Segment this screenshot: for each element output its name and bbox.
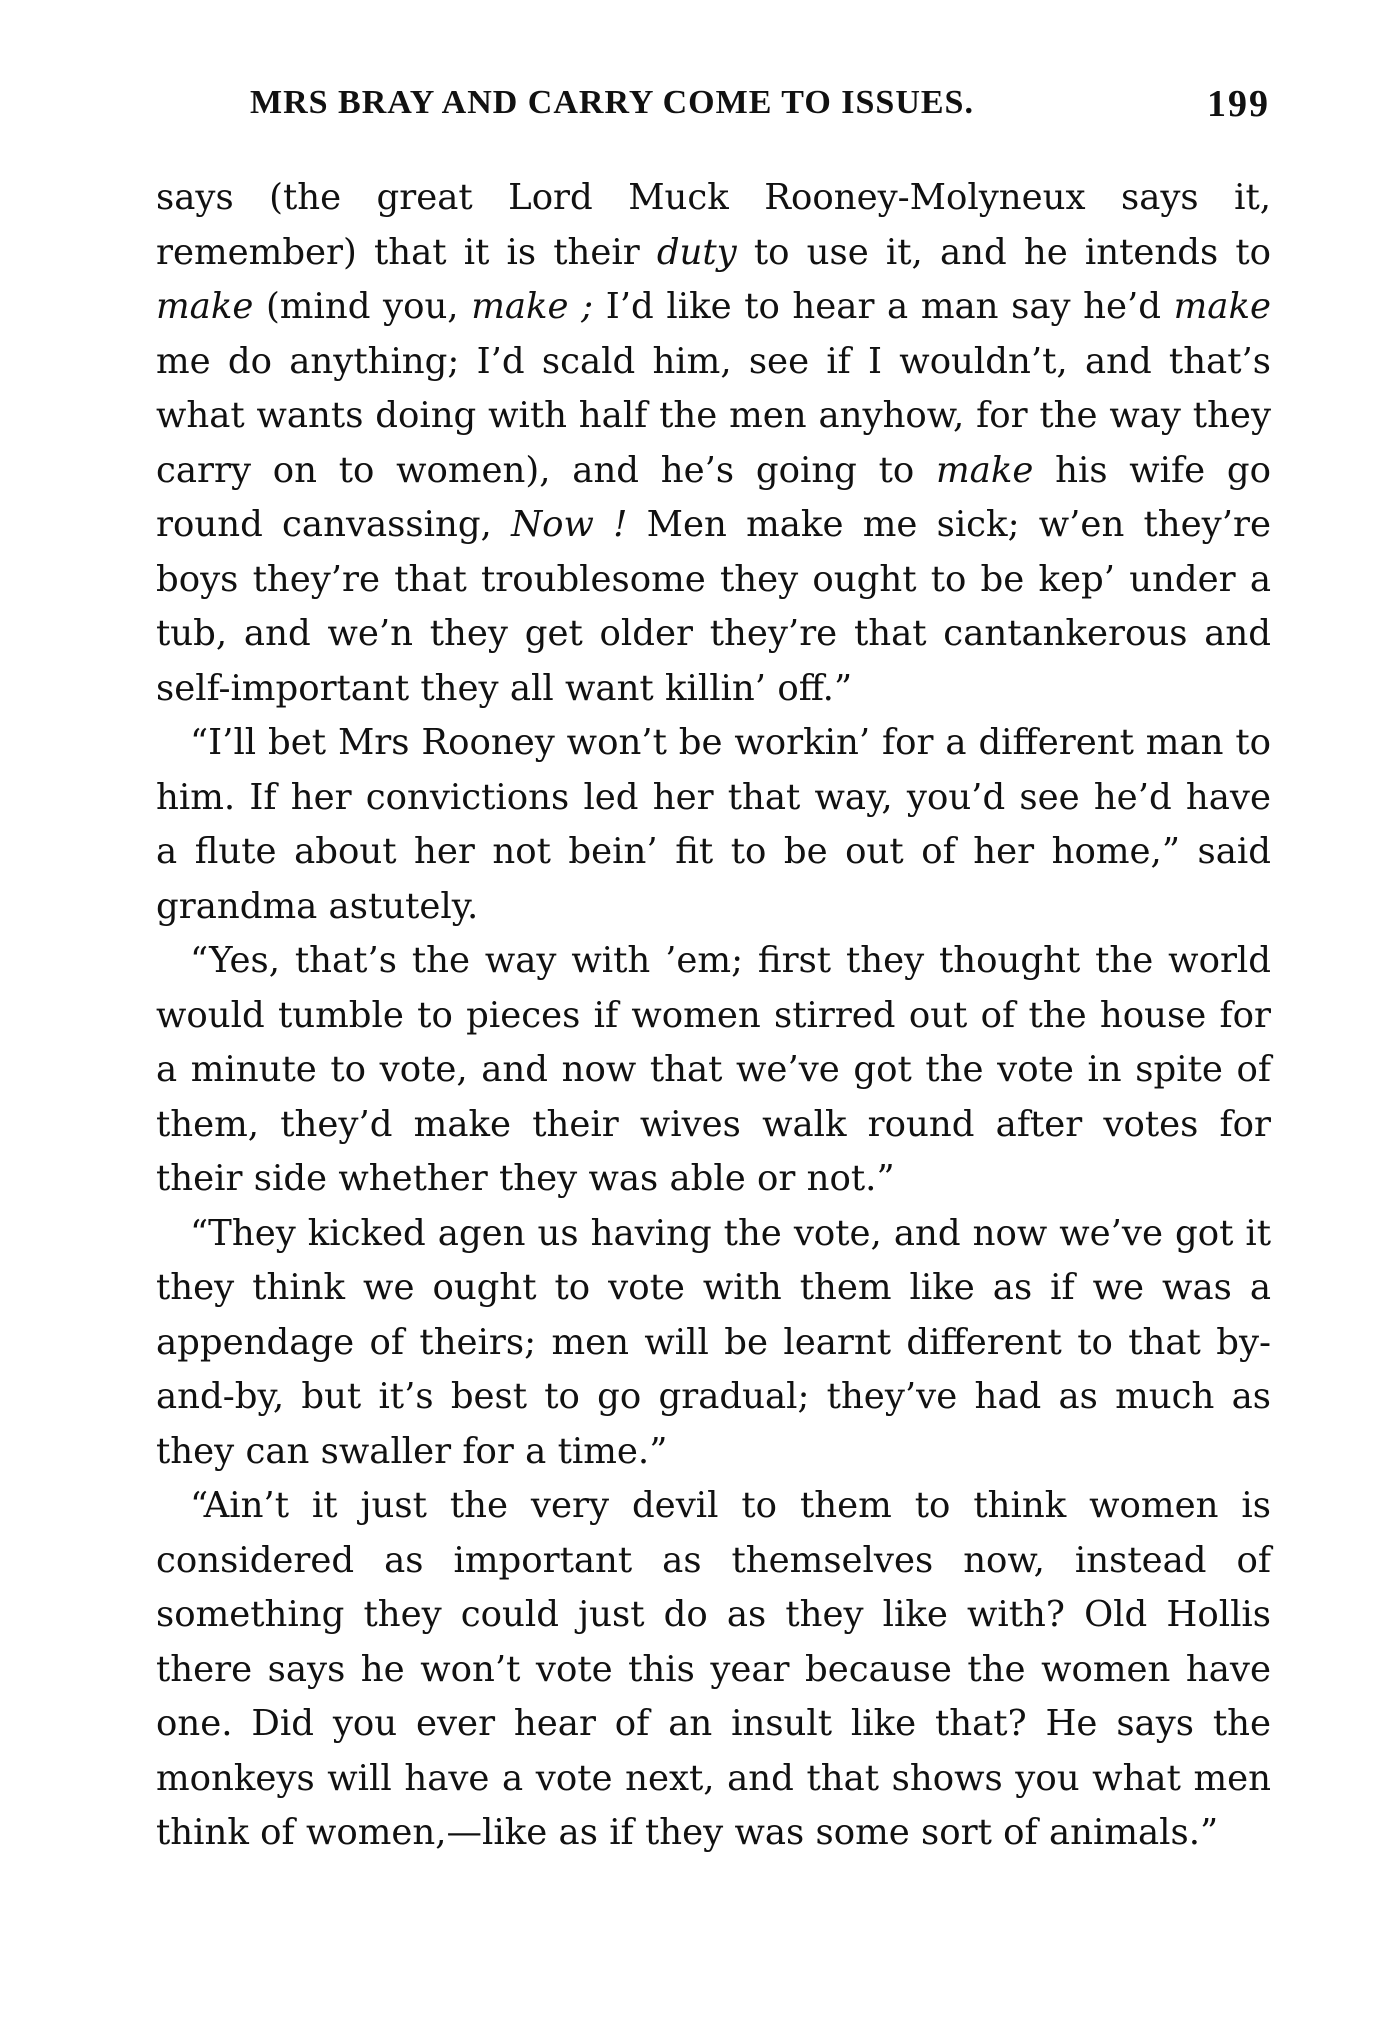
body-text — [156, 171, 1271, 1861]
paragraph — [156, 171, 1271, 716]
running-head — [250, 84, 1270, 134]
text-run: (mind you, — [253, 286, 472, 327]
text-run: I’d like to hear a man say he’d — [593, 286, 1174, 327]
text-run: me do anything; I’d scald him, see if I wouldn’t, and that’s what wants doing with half the men anyhow, for the way they carry on to women), and he’s going to — [156, 340, 1271, 491]
text-run: Men make me sick; w’en they’re boys they’re that troublesome they ought to be kep’ under a tub, and we’n they get older they’re that cantankerous and self-important they all want killin’ off.” — [156, 504, 1271, 709]
paragraph — [156, 1207, 1271, 1480]
text-run: to use it, and he intends to — [736, 231, 1271, 273]
paragraph — [156, 934, 1271, 1207]
page-number: 199 — [1207, 83, 1270, 125]
text-run: “They kicked agen us having the vote, and now we’ve got it they think we ought to vote with them like as if we was a appendage of theirs; men will be learnt different to that by-and-by, but it’s best to go gradual; they’ve had as much as they can swaller for a time.” — [156, 1212, 1271, 1472]
italic-text: duty — [656, 231, 737, 273]
text-run: his wife go round canvassing, — [156, 449, 1271, 545]
italic-text: make — [1173, 286, 1271, 327]
text-run: “Yes, that’s the way with ’em; first they thought the world would tumble to pieces if women stirred out of the house for a minute to vote, and now that we’ve got the vote in spite of them, they’d make their wives walk round after votes for their side whether they was able or not.” — [156, 940, 1271, 1199]
italic-text: make — [936, 449, 1034, 491]
text-run: “I’ll bet Mrs Rooney won’t be workin’ for a different man to him. If her convictions led her that way, you’d see he’d have a flute about her not bein’ fit to be out of her home,” said grandma astutely. — [156, 722, 1271, 927]
italic-text: Now ! — [511, 504, 628, 545]
chapter-title: MRS BRAY AND CARRY COME TO ISSUES. — [250, 84, 974, 121]
paragraph — [156, 716, 1271, 934]
text-run: “Ain’t it just the very devil to them to think women is considered as important as themselves now, instead of something they could just do as they like with? Old Hollis there says he won’t vote this year because the women have one. Did you ever hear of an insult like that? He says the monkeys will have a vote next, and that shows you what men think of women,—like as if they was some sort of animals.” — [156, 1485, 1271, 1853]
paragraph — [156, 1479, 1271, 1861]
italic-text: make — [156, 286, 254, 327]
italic-text: make ; — [471, 286, 594, 327]
text-run: says (the great Lord Muck Rooney-Molyneux says it, remember) that it is their — [156, 177, 1271, 273]
